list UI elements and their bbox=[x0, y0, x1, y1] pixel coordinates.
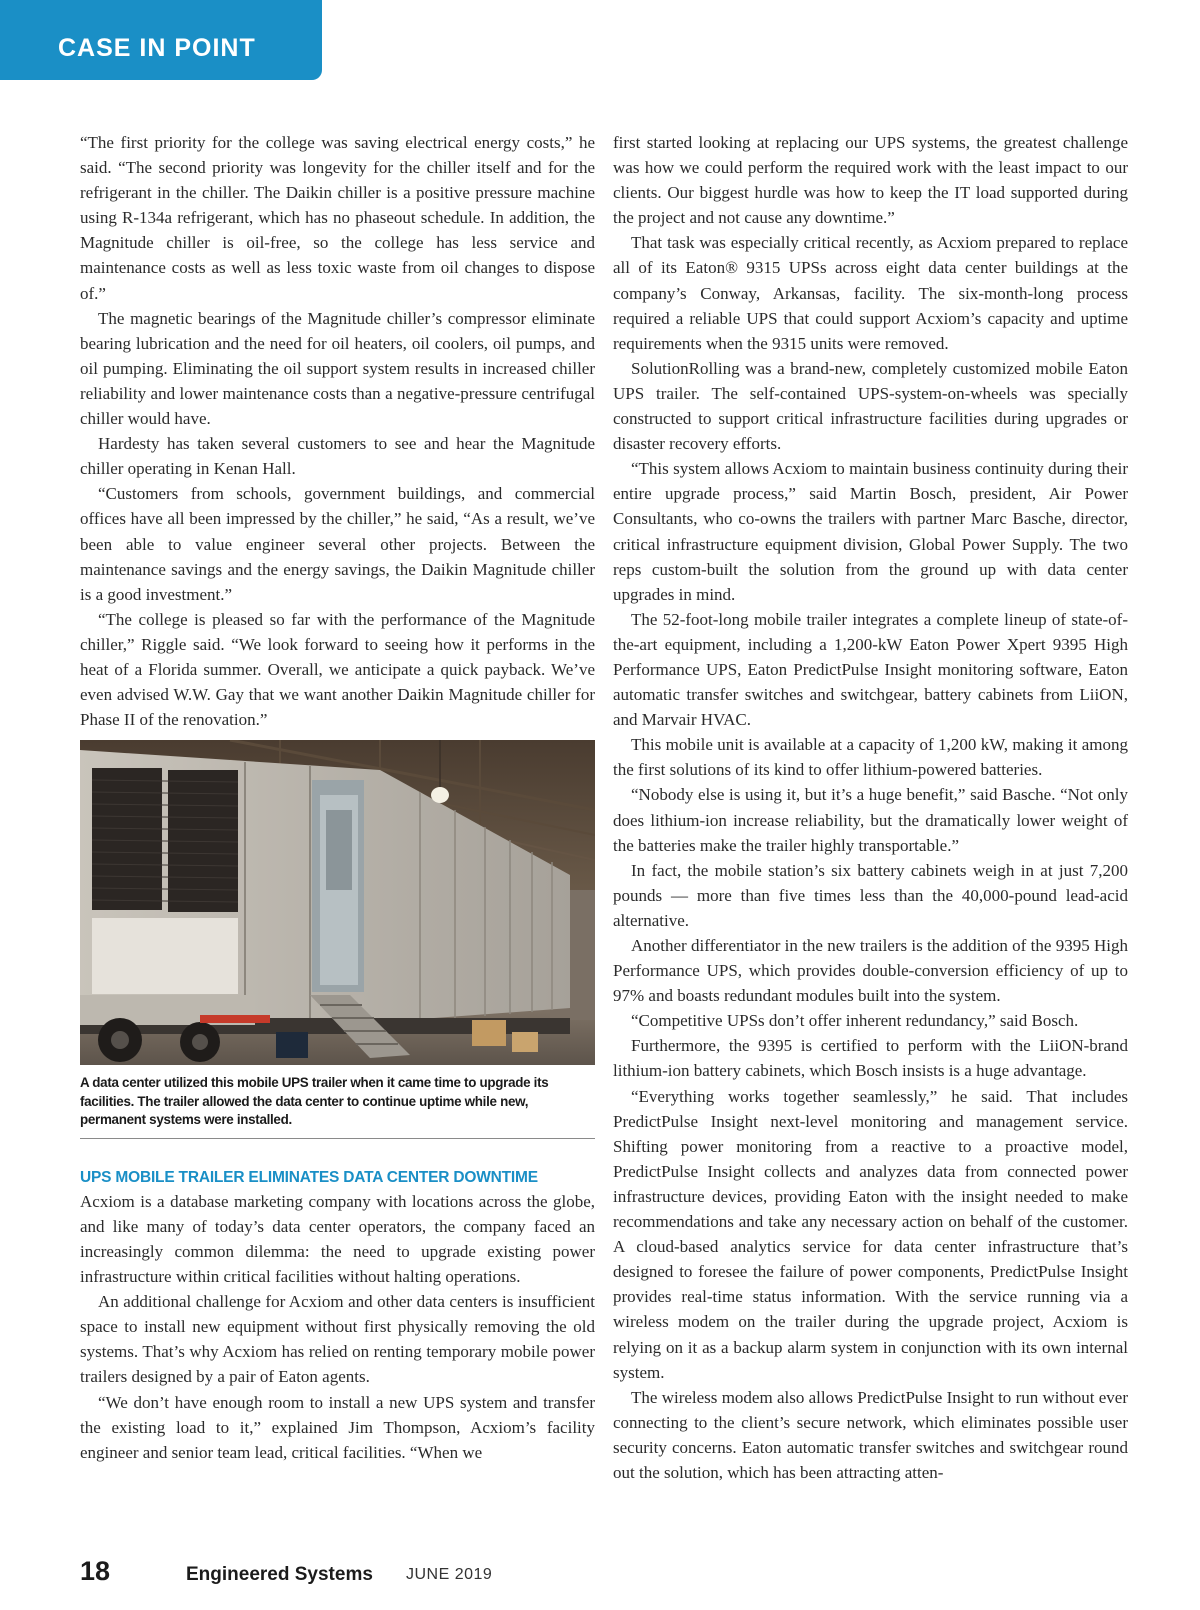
page-number: 18 bbox=[80, 1556, 111, 1586]
body-paragraph: Acxiom is a database marketing company with locations across the globe, and like many of today’s data center operators, the company faced an increasingly common dilemma: the need to upgrade existing power infrastructure within critical facilities without halting operations. bbox=[80, 1191, 595, 1287]
body-paragraph: “The first priority for the college was saving electrical energy costs,” he said. “The second priority was longevity for the chiller itself and for the refrigerant in the chiller. The Daikin chiller is a positive pressure machine using R-134a refrigerant, which has no phaseout schedule. In addition, the Magnitude chiller is oil-free, so the college has less service and maintenance costs as well as less toxic waste from oil changes to dispose of.” bbox=[80, 133, 595, 303]
body-paragraph: “Nobody else is using it, but it’s a huge benefit,” said Basche. “Not only does lithium-ion increase reliability, but the dramatically lower weight of the batteries make the trailer highly transportable.” bbox=[613, 785, 1128, 855]
right-column bbox=[613, 130, 1128, 1485]
body-paragraph: In fact, the mobile station’s six battery cabinets weigh in at just 7,200 pounds — more than five times less than the 40,000-pound lead-acid alternative. bbox=[613, 860, 1128, 930]
body-paragraph: Another differentiator in the new trailers is the addition of the 9395 High Performance UPS, which provides double-conversion efficiency of up to 97% and boasts redundant modules built into the system. bbox=[613, 936, 1128, 1006]
trailer-photo bbox=[80, 740, 595, 1065]
body-paragraph: An additional challenge for Acxiom and other data centers is insufficient space to install new equipment without first physically removing the old systems. That’s why Acxiom has relied on renting temporary mobile power trailers designed by a pair of Eaton agents. bbox=[80, 1292, 595, 1387]
section-heading: UPS MOBILE TRAILER ELIMINATES DATA CENTER DOWNTIME bbox=[80, 1168, 538, 1186]
trailer-photo-illustration bbox=[80, 740, 595, 1065]
body-paragraph: first started looking at replacing our UPS systems, the greatest challenge was how we could perform the required work with the least impact to our clients. Our biggest hurdle was how to keep the IT load supported during the project and not cause any downtime.” bbox=[613, 133, 1128, 228]
body-paragraph: SolutionRolling was a brand-new, completely customized mobile Eaton UPS trailer. The self-contained UPS-system-on-wheels was specially constructed to support critical infrastructure facilities during upgrades or disaster recovery efforts. bbox=[613, 358, 1128, 454]
issue-date: JUNE 2019 bbox=[406, 1566, 493, 1583]
body-paragraph: The magnetic bearings of the Magnitude chiller’s compressor eliminate bearing lubrication and the need for oil heaters, oil coolers, oil pumps, and oil pumping. Eliminating the oil support system results in increased chiller reliability and lower maintenance costs than a negative-pressure centrifugal chiller would have. bbox=[80, 308, 595, 429]
body-paragraph: Hardesty has taken several customers to see and hear the Magnitude chiller operating in Kenan Hall. bbox=[80, 434, 595, 479]
photo-caption: A data center utilized this mobile UPS trailer when it came time to upgrade its facilities. The trailer allowed the data center to continue uptime while new, permanent systems were installed. bbox=[80, 1074, 595, 1139]
body-paragraph: This mobile unit is available at a capacity of 1,200 kW, making it among the first solutions of its kind to offer lithium-powered batteries. bbox=[613, 735, 1128, 780]
section-tab bbox=[0, 0, 322, 80]
body-paragraph: “Competitive UPSs don’t offer inherent redundancy,” said Bosch. bbox=[631, 1011, 1079, 1031]
magazine-title: Engineered Systems bbox=[186, 1564, 373, 1585]
body-paragraph: “Customers from schools, government buildings, and commercial offices have all been impressed by the chiller,” he said, “As a result, we’ve been able to value engineer several other projects. Between the maintenance savings and the energy savings, the Daikin Magnitude chiller is a good investment.” bbox=[80, 484, 595, 604]
body-paragraph: Furthermore, the 9395 is certified to perform with the LiiON-brand lithium-ion battery cabinets, which Bosch insists is a huge advantage. bbox=[613, 1036, 1128, 1081]
body-paragraph: “We don’t have enough room to install a new UPS system and transfer the existing load to it,” explained Jim Thompson, Acxiom’s facility engineer and senior team lead, critical facilities. “When we bbox=[80, 1392, 595, 1462]
left-column bbox=[80, 130, 595, 1465]
body-paragraph: The 52-foot-long mobile trailer integrates a complete lineup of state-of-the-art equipment, including a 1,200-kW Eaton Power Xpert 9395 High Performance UPS, Eaton PredictPulse Insight monitoring software, Eaton automatic transfer switches and switchgear, battery cabinets from LiiON, and Marvair HVAC. bbox=[613, 609, 1128, 730]
body-paragraph: The wireless modem also allows PredictPulse Insight to run without ever connecting to the client’s secure network, which eliminates possible user security concerns. Eaton automatic transfer switches and switchgear round out the solution, which has been attracting atten- bbox=[613, 1387, 1128, 1482]
body-paragraph: “The college is pleased so far with the performance of the Magnitude chiller,” Riggle said. “We look forward to seeing how it performs in the heat of a Florida summer. Overall, we anticipate a quick payback. We’ve even advised W.W. Gay that we want another Daikin Magnitude chiller for Phase II of the renovation.” bbox=[80, 609, 595, 730]
body-paragraph: “This system allows Acxiom to maintain business continuity during their entire upgrade process,” said Martin Bosch, president, Air Power Consultants, who co-owns the trailers with partner Marc Basche, director, critical infrastructure equipment division, Global Power Supply. The two reps custom-built the solution from the ground up with data center upgrades in mind. bbox=[613, 459, 1128, 604]
section-label: CASE IN POINT bbox=[58, 34, 256, 62]
body-paragraph: “Everything works together seamlessly,” he said. That includes PredictPulse Insight next-level monitoring and management service. Shifting power monitoring from a reactive to a proactive model, PredictPulse Insight collects and analyzes data from connected power infrastructure devices, providing Eaton with the insight needed to make recommendations and take any necessary action on behalf of the customer. A cloud-based analytics service for data center infrastructure that’s designed to foresee the failure of power components, PredictPulse Insight provides real-time status information. With the service running via a wireless modem on the trailer during the upgrade project, Acxiom is relying on it as a backup alarm system in conjunction with its own internal system. bbox=[613, 1086, 1128, 1382]
body-paragraph: That task was especially critical recently, as Acxiom prepared to replace all of its Eaton® 9315 UPSs across eight data center buildings at the company’s Conway, Arkansas, facility. The six-month-long process required a reliable UPS that could support Acxiom’s capacity and uptime requirements when the 9315 units were removed. bbox=[613, 233, 1128, 353]
